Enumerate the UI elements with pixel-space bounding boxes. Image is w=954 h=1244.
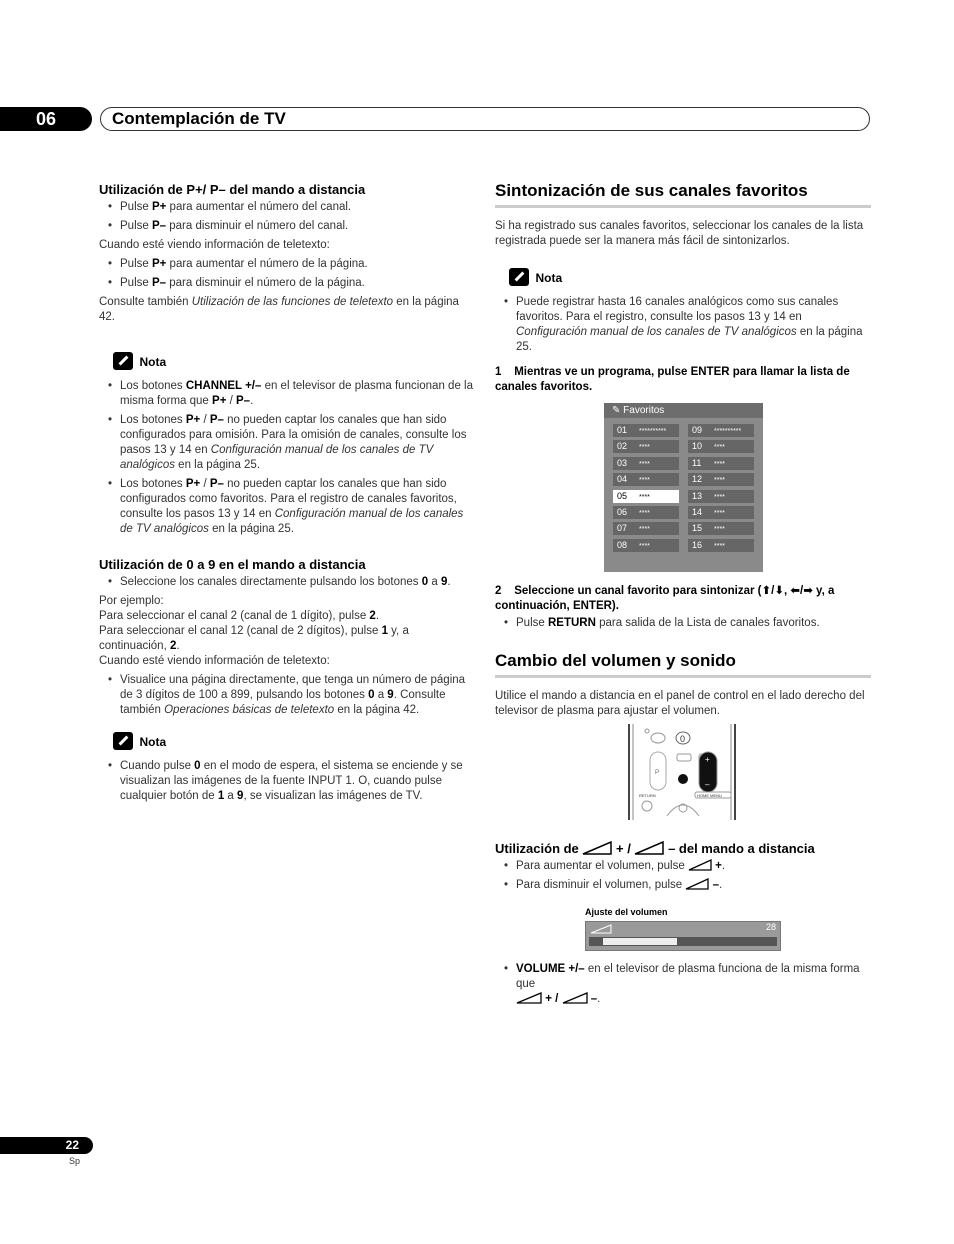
favorite-channel-item[interactable] xyxy=(613,440,679,453)
favorite-channel-name: ********** xyxy=(714,428,742,435)
favorite-channel-name: **** xyxy=(639,477,650,485)
teletext-digits-list xyxy=(99,673,477,718)
favorite-channel-number: 12 xyxy=(692,474,703,485)
right-column-volume xyxy=(495,841,871,897)
favorite-channel-number: 01 xyxy=(617,425,628,435)
paragraph: Por ejemplo: xyxy=(99,595,164,607)
note-list xyxy=(495,295,871,355)
note-list xyxy=(99,379,477,537)
favorites-header xyxy=(604,403,763,418)
section-title-p-buttons: Utilización de P+/ P– del mando a distancia xyxy=(99,182,366,197)
volume-icon xyxy=(582,841,612,855)
note-list xyxy=(99,759,477,804)
svg-text:–: – xyxy=(705,780,710,789)
section-rule xyxy=(495,675,871,678)
list-item: • Los botones CHANNEL +/– en el televisor de plasma funcionan de la misma forma que P+ / P–. xyxy=(99,379,477,409)
favorite-channel-number: 02 xyxy=(617,441,628,452)
step-2-list xyxy=(495,616,871,631)
favorite-channel-name: **** xyxy=(714,477,725,485)
favorite-channel-number: 05 xyxy=(617,490,628,501)
volume-icon xyxy=(688,859,712,871)
favorite-channel-number: 03 xyxy=(617,457,628,468)
favorite-channel-item[interactable] xyxy=(688,522,754,535)
list-item: • Para aumentar el volumen, pulse +. xyxy=(495,859,871,874)
section-rule xyxy=(495,205,871,208)
favorite-channel-item[interactable] xyxy=(688,539,754,552)
volume-osd-fill xyxy=(603,938,677,945)
digits-list xyxy=(99,575,477,590)
volume-icon xyxy=(516,992,542,1004)
right-column-bottom xyxy=(495,962,871,1011)
paragraph: Utilice el mando a distancia en el panel de control en el lado derecho del televisor de plasma para ajustar el volumen. xyxy=(495,690,865,717)
note-heading: Nota xyxy=(509,268,871,291)
page-number: 22 xyxy=(0,1137,93,1154)
step-1: 1 Mientras ve un programa, pulse ENTER para llamar la lista de canales favoritos. xyxy=(495,366,850,393)
favorite-channel-item[interactable] xyxy=(613,490,679,503)
step-2: 2 Seleccione un canal favorito para sintonizar (⬆/⬇, ⬅/➡ y, a continuación, ENTER). xyxy=(495,585,835,612)
list-item: • Cuando pulse 0 en el modo de espera, el sistema se enciende y se visualizan las imágenes de la fuente INPUT 1. O, cuando pulse cualquier botón de 1 a 9, se visualizan las imágenes de TV. xyxy=(99,759,477,804)
right-column-top xyxy=(495,181,871,395)
favorite-channel-item[interactable] xyxy=(613,506,679,519)
favorite-channel-item[interactable] xyxy=(613,539,679,552)
note-heading: Nota xyxy=(113,732,477,755)
section-title-volume-remote: Utilización de + / – del mando a distancia xyxy=(495,841,815,856)
paragraph: Cuando esté viendo información de teletexto: xyxy=(99,655,330,667)
note-heading: Nota xyxy=(113,352,477,375)
list-item: • Para disminuir el volumen, pulse –. xyxy=(495,878,871,893)
favorite-channel-number: 04 xyxy=(617,474,628,485)
note-icon xyxy=(113,352,133,370)
paragraph: Si ha registrado sus canales favoritos, seleccionar los canales de la lista registrada puede ser la manera más fácil de sintonizarlos. xyxy=(495,220,864,247)
section-title-volume: Cambio del volumen y sonido xyxy=(495,651,736,670)
remote-p-key: P xyxy=(655,770,660,776)
list-item: • Los botones P+ / P– no pueden captar los canales que han sido configurados para omisión. Para la omisión de canales, consulte los pasos 13 y 14 en Configuración manual de los canales de TV analógicos en la página 25. xyxy=(99,413,477,473)
favorite-channel-item[interactable] xyxy=(613,424,679,437)
volume-osd-label: Ajuste del volumen xyxy=(585,907,668,917)
favorite-channel-name: **** xyxy=(639,510,650,517)
favorite-channel-number: 09 xyxy=(692,425,703,435)
language-code: Sp xyxy=(69,1156,81,1166)
volume-icon xyxy=(562,992,588,1004)
list-item: • Pulse P+ para aumentar el número del canal. xyxy=(99,200,477,215)
favorite-channel-number: 08 xyxy=(617,539,628,550)
favorite-channel-name: ********** xyxy=(639,428,667,435)
favorite-channel-item[interactable] xyxy=(688,424,754,437)
favorite-channel-item[interactable] xyxy=(688,440,754,453)
list-item: • Pulse P– para disminuir el número del canal. xyxy=(99,219,477,234)
favorite-channel-name: **** xyxy=(639,493,650,501)
favorite-channel-name: **** xyxy=(639,444,650,452)
favorite-channel-item[interactable] xyxy=(613,457,679,470)
favorite-channel-name: **** xyxy=(714,493,725,501)
list-item: • Pulse P– para disminuir el número de la página. xyxy=(99,276,477,291)
remote-zero-key: 0 xyxy=(680,734,686,744)
list-item: • Puede registrar hasta 16 canales analógicos como sus canales favoritos. Para el registro, consulte los pasos 13 y 14 en Configuración manual de los canales de TV analógicos en la página 25. xyxy=(495,295,871,355)
section-title-0-9: Utilización de 0 a 9 en el mando a distancia xyxy=(99,557,366,572)
favorite-channel-item[interactable] xyxy=(688,506,754,519)
favorite-channel-item[interactable] xyxy=(688,473,754,486)
volume-osd-icon xyxy=(590,924,612,934)
right-column-mid xyxy=(495,584,871,719)
favorite-channel-name: **** xyxy=(714,510,725,517)
volume-list xyxy=(495,859,871,893)
p-buttons-list xyxy=(99,200,477,234)
remote-control-illustration xyxy=(627,724,737,820)
paragraph: Para seleccionar el canal 2 (canal de 1 dígito), pulse 2. xyxy=(99,610,380,622)
favorite-channel-name: **** xyxy=(714,460,725,468)
left-column xyxy=(99,182,477,808)
list-item: • Seleccione los canales directamente pulsando los botones 0 a 9. xyxy=(99,575,477,590)
favorite-channel-number: 14 xyxy=(692,507,703,517)
list-item: • Pulse P+ para aumentar el número de la página. xyxy=(99,257,477,272)
favorite-channel-number: 07 xyxy=(617,523,628,534)
favorite-channel-name: **** xyxy=(639,542,650,550)
favorite-channel-number: 13 xyxy=(692,490,703,501)
pencil-icon: ✎ xyxy=(612,405,621,416)
note-icon xyxy=(509,268,529,286)
favorite-channel-name: **** xyxy=(714,444,725,452)
favorite-channel-item[interactable] xyxy=(613,522,679,535)
list-item: • Visualice una página directamente, que tenga un número de página de 3 dígitos de 100 a 899, pulsando los botones 0 a 9. Consulte también Operaciones básicas de teletexto en la página 42. xyxy=(99,673,477,718)
volume-osd-value: 28 xyxy=(766,922,777,932)
favorite-channel-item[interactable] xyxy=(613,473,679,486)
volume-icon xyxy=(634,841,664,855)
favorite-channel-number: 16 xyxy=(692,539,703,550)
favorite-channel-name: **** xyxy=(714,526,725,534)
remote-home-label: HOME MENU xyxy=(697,793,722,798)
list-item: • Los botones P+ / P– no pueden captar los canales que han sido configurados como favoritos. Para el registro de canales favoritos, consulte los pasos 13 y 14 en Configuración manual de los canales de TV analógicos en la página 25. xyxy=(99,477,477,537)
favorite-channel-name: **** xyxy=(639,526,650,534)
favorite-channel-name: **** xyxy=(714,542,725,550)
chapter-number: 06 xyxy=(0,107,92,131)
paragraph: Para seleccionar el canal 12 (canal de 2 dígitos), pulse 1 y, a continuación, 2. xyxy=(99,625,409,652)
list-item: • Pulse RETURN para salida de la Lista de canales favoritos. xyxy=(495,616,871,631)
favorite-channel-number: 15 xyxy=(692,523,703,534)
chapter-title: Contemplación de TV xyxy=(112,109,286,128)
volume-osd xyxy=(585,921,781,951)
favorites-title: Favoritos xyxy=(623,405,665,416)
favorite-channel-name: **** xyxy=(639,460,650,468)
remote-return-label: RETURN xyxy=(639,793,656,798)
favorite-channel-item[interactable] xyxy=(688,490,754,503)
paragraph: Consulte también Utilización de las funciones de teletexto en la página 42. xyxy=(99,296,459,323)
note-icon xyxy=(113,732,133,750)
list-item: • VOLUME +/– en el televisor de plasma funciona de la misma forma que + / –. xyxy=(495,962,871,1007)
paragraph: Cuando esté viendo información de teletexto: xyxy=(99,239,330,251)
favorite-channel-number: 10 xyxy=(692,441,703,452)
section-title-favorites: Sintonización de sus canales favoritos xyxy=(495,181,808,200)
volume-tv-list xyxy=(495,962,871,1007)
favorite-channel-number: 11 xyxy=(692,457,702,468)
teletext-list xyxy=(99,257,477,291)
favorite-channel-item[interactable] xyxy=(688,457,754,470)
svg-text:+: + xyxy=(705,755,710,764)
volume-icon xyxy=(685,878,709,890)
favorite-channel-number: 06 xyxy=(617,507,628,517)
